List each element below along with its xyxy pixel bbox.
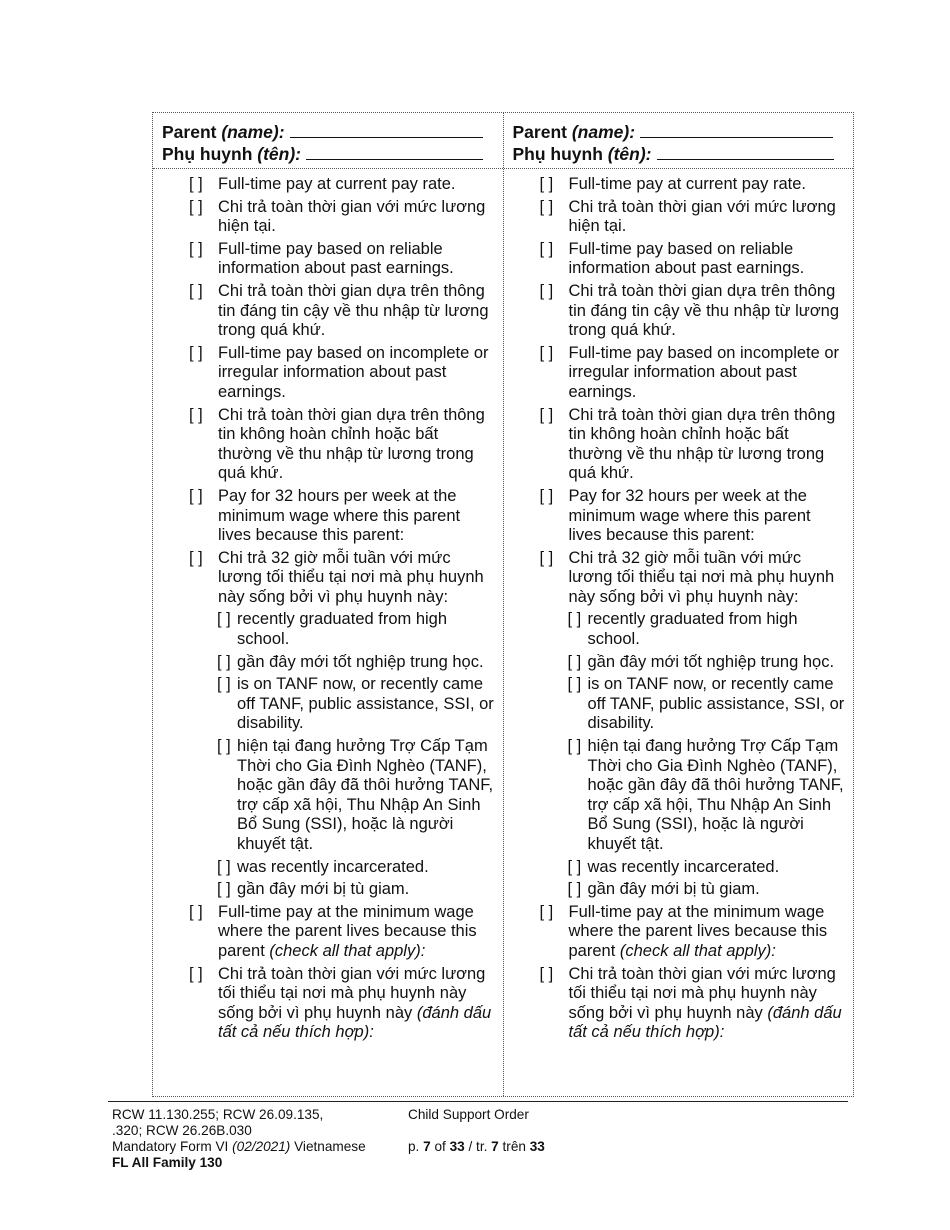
checkbox[interactable]: [ ] <box>189 964 203 983</box>
suboption-graduated-vi: [ ] gần đây mới tốt nghiệp trung học. <box>217 652 484 671</box>
checkbox[interactable]: [ ] <box>539 281 554 300</box>
vi-name-hint: (tên): <box>607 144 652 164</box>
option-full-time-current: [ ] Full-time pay at current pay rate. <box>539 175 807 193</box>
footer-citation <box>112 1107 402 1171</box>
option-min-wage: [ ] Full-time pay at the minimum wage where the parent lives because this parent (check all that apply): <box>189 902 477 960</box>
parent-column-1 <box>153 113 503 1096</box>
checkbox[interactable]: [ ] <box>567 880 582 899</box>
option-full-time-reliable: [ ] Full-time pay based on reliable information about past earnings. <box>189 239 454 278</box>
column-header <box>153 113 503 169</box>
option-full-time-reliable-vi: [ ] Chi trả toàn thời gian dựa trên thông tin đáng tin cậy về thu nhập từ lương trong quá khứ. <box>189 281 489 340</box>
checkbox[interactable]: [ ] <box>539 548 554 567</box>
vi-parent-name-line <box>513 143 854 165</box>
checkbox[interactable]: [ ] <box>189 548 203 567</box>
checkbox[interactable]: [ ] <box>539 964 554 983</box>
parent-income-table <box>152 112 854 1097</box>
parent-name-line <box>162 121 503 143</box>
suboption-incarcerated: [ ] was recently incarcerated. <box>217 857 429 876</box>
suboption-tanf: [ ] is on TANF now, or recently came off TANF, public assistance, SSI, or disability. <box>217 675 494 733</box>
rcw-line-1: RCW 11.130.255; RCW 26.09.135, <box>112 1107 324 1122</box>
suboption-incarcerated-vi: [ ] gần đây mới bị tù giam. <box>567 880 760 899</box>
checkbox[interactable]: [ ] <box>189 486 203 505</box>
vi-parent-name-field[interactable] <box>306 143 483 160</box>
option-full-time-current: [ ] Full-time pay at current pay rate. <box>189 175 456 193</box>
checkbox[interactable]: [ ] <box>539 486 554 505</box>
option-min-wage-vi: [ ] Chi trả toàn thời gian với mức lương tối thiểu tại nơi mà phụ huynh này sống bởi vì phụ huynh này (đánh dấu tất cả nếu thích hợp): <box>539 964 842 1042</box>
checkbox[interactable]: [ ] <box>217 737 231 756</box>
parent-name-field[interactable] <box>290 121 483 138</box>
checkbox[interactable]: [ ] <box>189 902 203 921</box>
vi-parent-label: Phụ huynh <box>162 144 253 164</box>
suboption-graduated: [ ] recently graduated from high school. <box>217 610 448 649</box>
checkbox[interactable]: [ ] <box>189 175 203 193</box>
parent-label: Parent <box>512 122 567 142</box>
suboption-tanf: [ ] is on TANF now, or recently came off TANF, public assistance, SSI, or disability. <box>567 675 845 733</box>
options-list <box>504 169 854 1043</box>
footer-title-page <box>408 1107 708 1155</box>
suboption-graduated: [ ] recently graduated from high school. <box>567 610 798 649</box>
suboption-graduated-vi: [ ] gần đây mới tốt nghiệp trung học. <box>567 652 835 671</box>
checkbox[interactable]: [ ] <box>539 902 554 921</box>
option-full-time-incomplete: [ ] Full-time pay based on incomplete or irregular information about past earnings. <box>539 343 840 401</box>
vi-parent-name-line <box>162 143 503 165</box>
checkbox[interactable]: [ ] <box>217 652 231 671</box>
suboption-tanf-vi: [ ] hiện tại đang hưởng Trợ Cấp Tạm Thời cho Gia Đình Nghèo (TANF), hoặc gần đây đã thôi hưởng TANF, trợ cấp xã hội, Thu Nhập An Sinh Bổ Sung (SSI), hoặc là người khuyết tật. <box>567 737 844 853</box>
checkbox[interactable]: [ ] <box>539 197 554 216</box>
checkbox[interactable]: [ ] <box>567 675 582 694</box>
name-hint: (name): <box>221 122 285 142</box>
option-full-time-reliable: [ ] Full-time pay based on reliable information about past earnings. <box>539 239 805 278</box>
option-full-time-current-vi: [ ] Chi trả toàn thời gian với mức lương hiện tại. <box>189 197 486 236</box>
rcw-line-2: .320; RCW 26.26B.030 <box>112 1123 252 1138</box>
option-full-time-incomplete: [ ] Full-time pay based on incomplete or irregular information about past earnings. <box>189 343 489 401</box>
checkbox[interactable]: [ ] <box>189 239 203 258</box>
checkbox[interactable]: [ ] <box>217 610 231 629</box>
footer-divider <box>108 1101 848 1102</box>
vi-name-hint: (tên): <box>257 144 302 164</box>
option-full-time-incomplete-vi: [ ] Chi trả toàn thời gian dựa trên thông tin không hoàn chỉnh hoặc bất thường về thu nhập từ lương trong quá khứ. <box>189 405 485 483</box>
checkbox[interactable]: [ ] <box>217 880 231 899</box>
option-32-hours: [ ] Pay for 32 hours per week at the minimum wage where this parent lives because this parent: <box>189 486 461 545</box>
checkbox[interactable]: [ ] <box>217 675 231 694</box>
checkbox[interactable]: [ ] <box>567 857 582 876</box>
checkbox[interactable]: [ ] <box>539 405 554 424</box>
option-full-time-current-vi: [ ] Chi trả toàn thời gian với mức lương hiện tại. <box>539 197 836 236</box>
option-full-time-incomplete-vi: [ ] Chi trả toàn thời gian dựa trên thông tin không hoàn chỉnh hoặc bất thường về thu nhập từ lương trong quá khứ. <box>539 405 836 483</box>
checkbox[interactable]: [ ] <box>567 652 582 671</box>
checkbox[interactable]: [ ] <box>567 737 582 756</box>
doc-title: Child Support Order <box>408 1107 529 1122</box>
parent-name-field[interactable] <box>640 121 833 138</box>
suboption-incarcerated: [ ] was recently incarcerated. <box>567 857 780 876</box>
option-min-wage: [ ] Full-time pay at the minimum wage where the parent lives because this parent (check all that apply): <box>539 902 828 960</box>
option-min-wage-vi: [ ] Chi trả toàn thời gian với mức lương tối thiểu tại nơi mà phụ huynh này sống bởi vì phụ huynh này (đánh dấu tất cả nếu thích hợp): <box>189 964 492 1042</box>
checkbox[interactable]: [ ] <box>217 857 231 876</box>
form-code: FL All Family 130 <box>112 1155 223 1170</box>
option-32-hours-vi: [ ] Chi trả 32 giờ mỗi tuần với mức lương tối thiểu tại nơi mà phụ huynh này sống bởi vì phụ huynh này: <box>189 548 484 606</box>
parent-column-2 <box>503 113 854 1096</box>
checkbox[interactable]: [ ] <box>189 405 203 424</box>
parent-name-line <box>513 121 854 143</box>
suboption-tanf-vi: [ ] hiện tại đang hưởng Trợ Cấp Tạm Thời cho Gia Đình Nghèo (TANF), hoặc gần đây đã thôi hưởng TANF, trợ cấp xã hội, Thu Nhập An Sinh Bổ Sung (SSI), hoặc là người khuyết tật. <box>217 737 494 853</box>
checkbox[interactable]: [ ] <box>189 281 203 300</box>
parent-label: Parent <box>162 122 217 142</box>
name-hint: (name): <box>571 122 636 142</box>
page-number: p. 7 of 33 / tr. 7 trên 33 <box>408 1139 545 1154</box>
form-info: Mandatory Form VI (02/2021) Vietnamese <box>112 1139 366 1154</box>
checkbox[interactable]: [ ] <box>539 343 554 362</box>
checkbox[interactable]: [ ] <box>567 610 582 629</box>
suboption-incarcerated-vi: [ ] gần đây mới bị tù giam. <box>217 880 410 899</box>
option-32-hours-vi: [ ] Chi trả 32 giờ mỗi tuần với mức lương tối thiểu tại nơi mà phụ huynh này sống bởi vì phụ huynh này: <box>539 548 835 606</box>
checkbox[interactable]: [ ] <box>189 197 203 216</box>
vi-parent-label: Phụ huynh <box>512 144 603 164</box>
option-32-hours: [ ] Pay for 32 hours per week at the minimum wage where this parent lives because this parent: <box>539 486 811 545</box>
vi-parent-name-field[interactable] <box>657 143 834 160</box>
checkbox[interactable]: [ ] <box>189 343 203 362</box>
option-full-time-reliable-vi: [ ] Chi trả toàn thời gian dựa trên thông tin đáng tin cậy về thu nhập từ lương trong quá khứ. <box>539 281 839 340</box>
column-header <box>504 113 854 169</box>
checkbox[interactable]: [ ] <box>539 239 554 258</box>
checkbox[interactable]: [ ] <box>539 175 554 193</box>
options-list <box>153 169 503 1043</box>
